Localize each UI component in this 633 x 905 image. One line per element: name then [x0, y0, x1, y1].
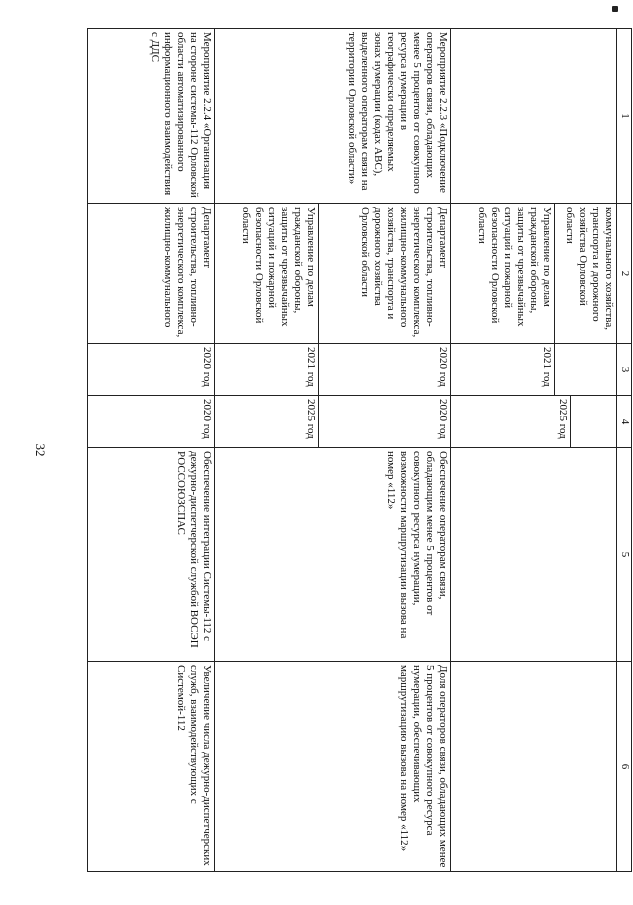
header-row	[617, 29, 632, 872]
result-cell: Обеспечение операторам связи, обладающим менее 5 процентов от совокупного ресурса нумерации, возможности маршрутизации вызова на номер «112»	[215, 448, 451, 662]
header-cell-6: 6	[617, 662, 632, 872]
rotated-table-container	[87, 28, 632, 871]
executor-cell: Управление по делам гражданской обороны, защиты от чрезвычайных ситуаций и пожарной безопасности Орловской области	[215, 204, 319, 344]
page-number: 32	[33, 443, 48, 457]
executor-cell: Управление по делам гражданской обороны, защиты от чрезвычайных ситуаций и пожарной безопасности Орловской области	[451, 204, 555, 344]
result-cell	[451, 448, 617, 662]
start-cell: 2020 год	[88, 344, 215, 396]
indicator-cell	[451, 662, 617, 872]
measure-cell	[451, 29, 617, 204]
measure-cell: Мероприятие 2.2.4 «Организация на стороне системы-112 Орловской области автоматизированного информационного взаимодействия с ДДС	[88, 29, 215, 204]
header-cell-1: 1	[617, 29, 632, 204]
end-cell: 2020 год	[88, 396, 215, 448]
end-year: 2025 год	[557, 399, 569, 439]
header-cell-2: 2	[617, 204, 632, 344]
executor-cell: коммунального хозяйства, транспорта и дорожного хозяйства Орловской области	[555, 204, 617, 344]
indicator-cell: Доля операторов связи, обладающих менее 5 процентов от совокупного ресурса нумерации, обеспечивающих маршрутизацию вызова на номер «112»	[215, 662, 451, 872]
indicator-cell: Увеличение числа дежурно-диспетчерских служб, взаимодействующих с Системой-112	[88, 662, 215, 872]
header-cell-4: 4	[617, 396, 632, 448]
start-cell: 2021 год	[451, 344, 555, 396]
end-cell: 2020 год	[319, 396, 451, 448]
end-cell: 2025 год	[215, 396, 319, 448]
measures-table	[87, 28, 632, 872]
scan-mark	[612, 6, 618, 12]
result-cell: Обеспечение интеграции Системы-112 с дежурно-диспетчерской службой ВОСЭП РОССОЮЗСПАС	[88, 448, 215, 662]
executor-cell: Департамент строительства, топливно-энергетического комплекса, жилищно-коммунального	[88, 204, 215, 344]
header-cell-5: 5	[617, 448, 632, 662]
start-cell: 2021 год	[215, 344, 319, 396]
executor-cell: Департамент строительства, топливно-энергетического комплекса, жилищно-коммунального хозяйства, транспорта и дорожного хозяйства Орловской области	[319, 204, 451, 344]
table-row	[319, 29, 451, 872]
document-sheet	[87, 28, 632, 871]
start-cell: 2020 год	[319, 344, 451, 396]
start-cell	[555, 344, 617, 396]
table-row	[555, 29, 617, 872]
table-row	[88, 29, 215, 872]
end-cell	[451, 396, 617, 448]
measure-cell: Мероприятие 2.2.3 «Подключение операторов связи, обладающих менее 5 процентов от совокупного ресурса нумерации в географически определяемых зонах нумерации (кодах АВС), выделенного операторам связи на территории Орловской области»	[215, 29, 451, 204]
header-cell-3: 3	[617, 344, 632, 396]
